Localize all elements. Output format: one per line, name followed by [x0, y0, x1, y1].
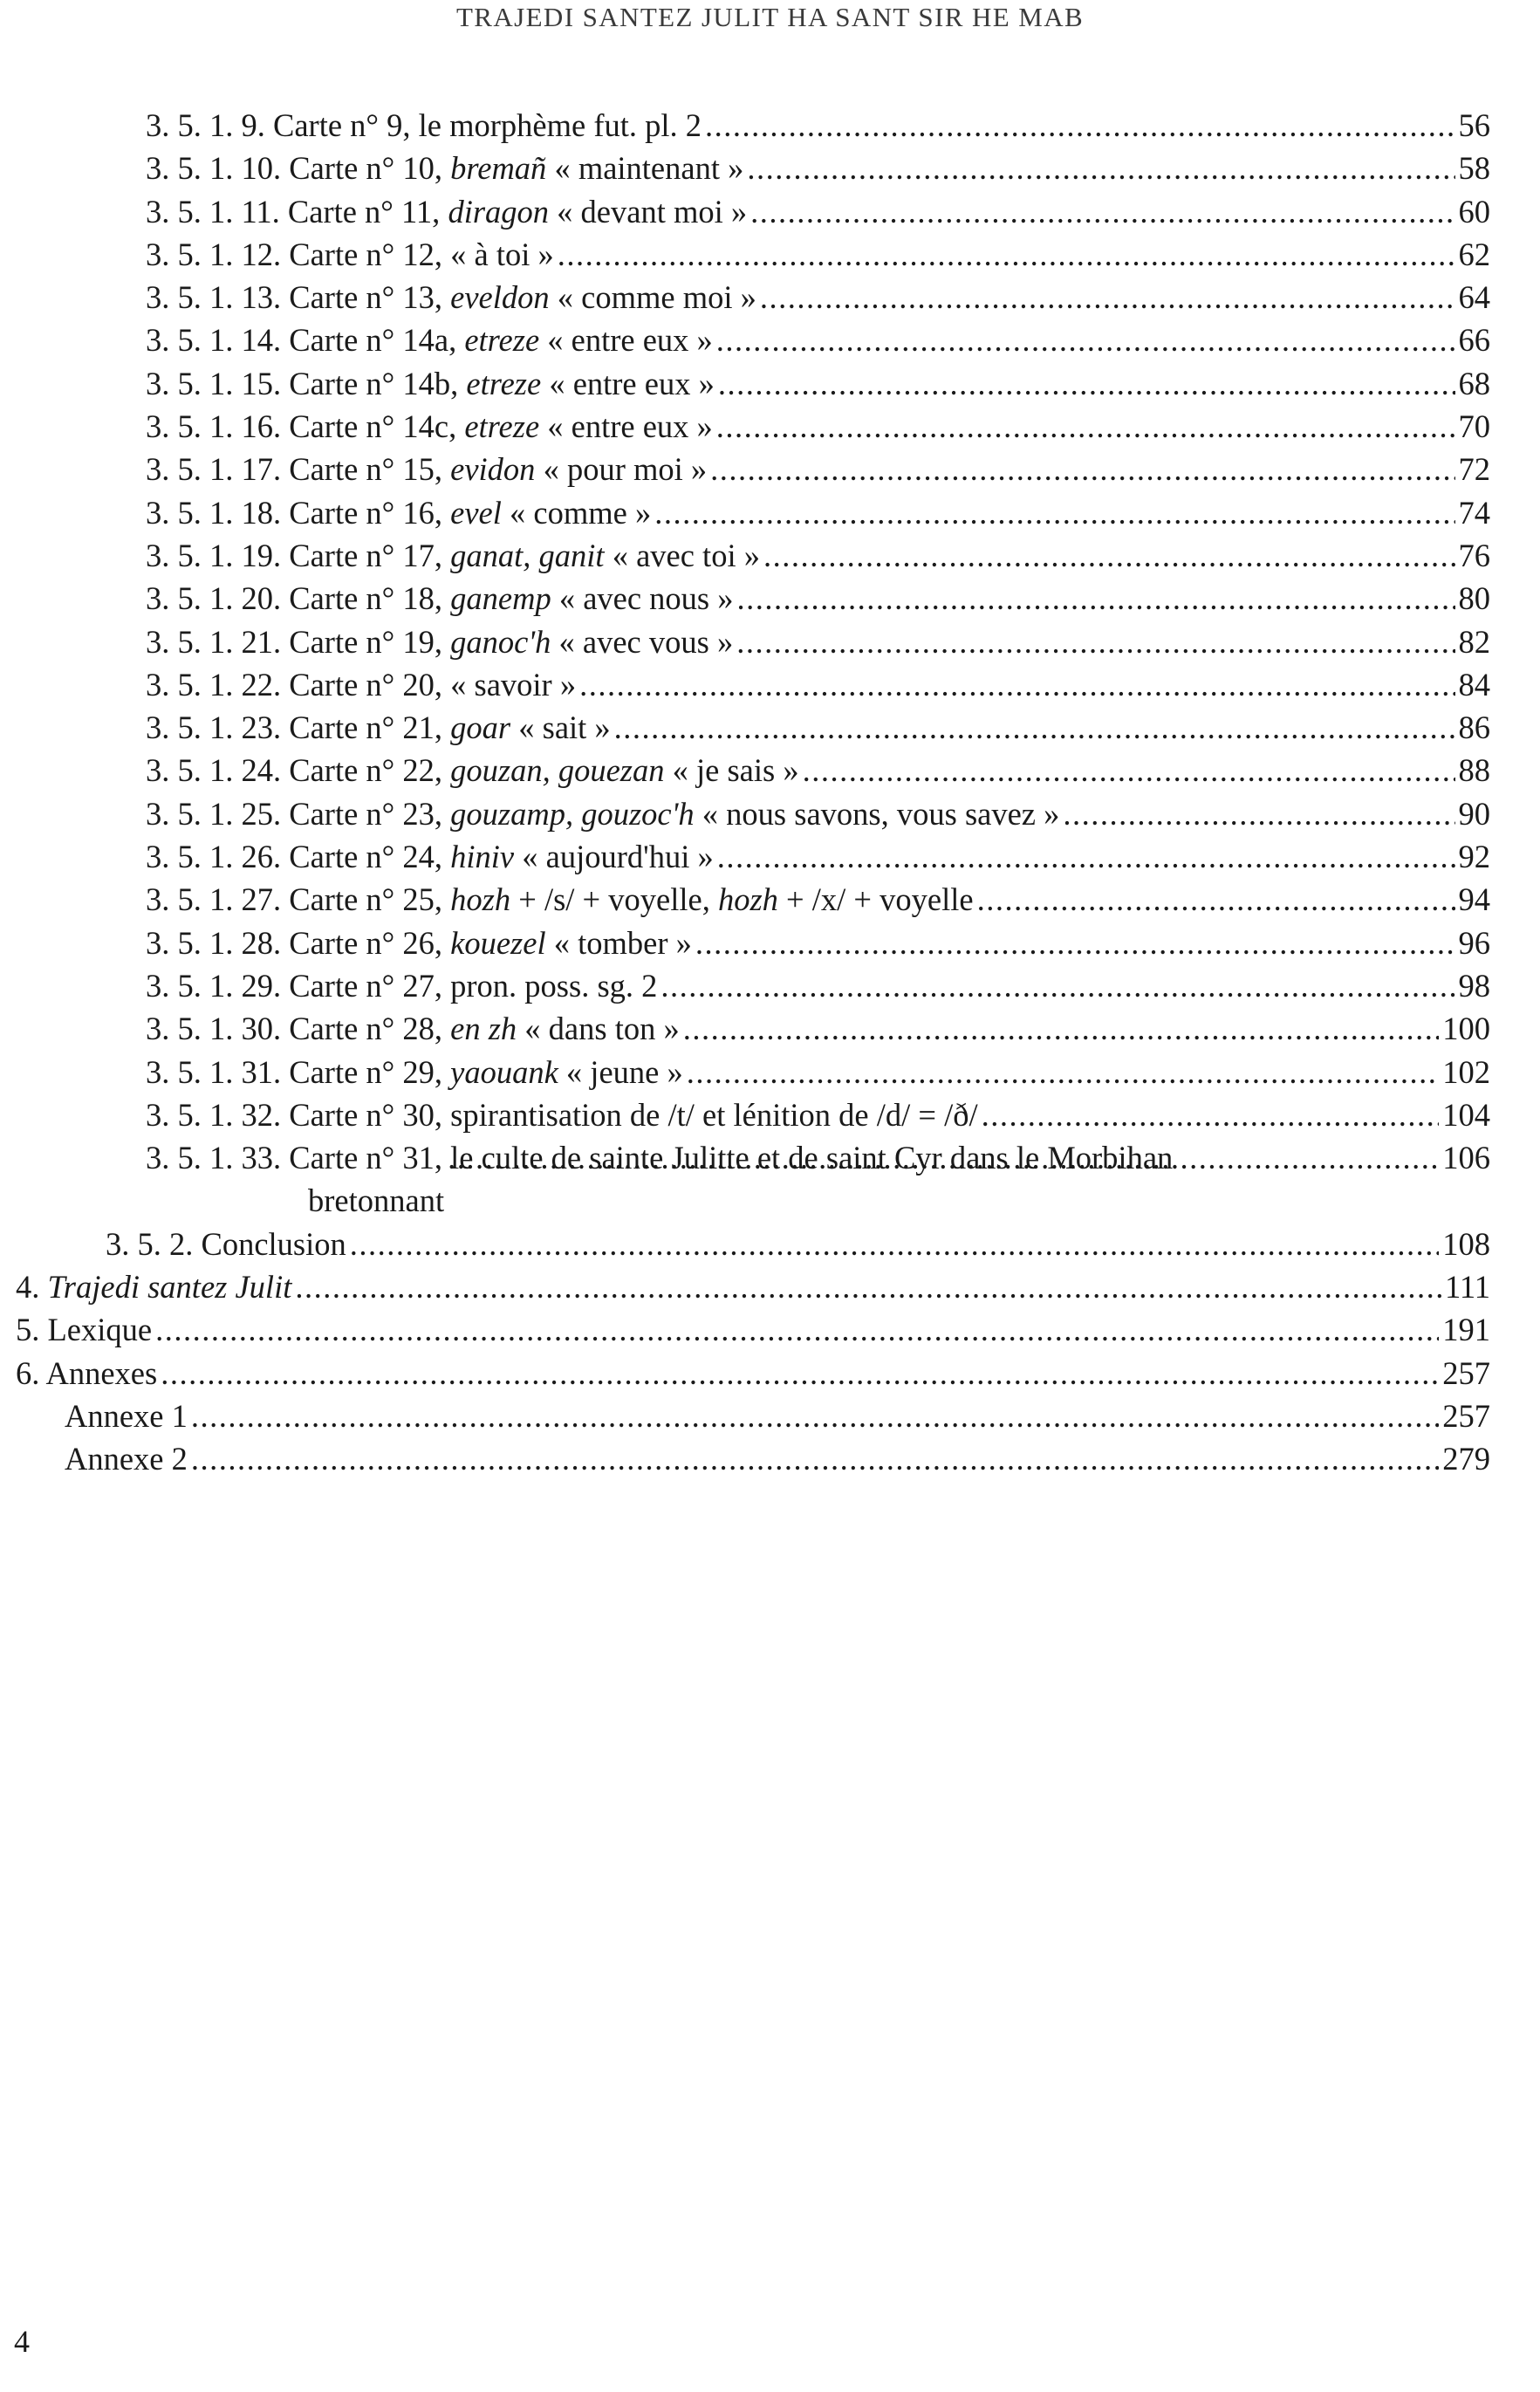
toc-page-ref: 257 [1442, 1354, 1490, 1391]
dot-leader [716, 319, 1455, 361]
toc-entry-title: 6. Annexes [16, 1354, 158, 1391]
toc-entry-title: 3. 5. 1. 24. Carte n° 22, gouzan, gouezan « je sais » [146, 752, 799, 789]
toc-entry[interactable] [0, 405, 1540, 448]
toc-entry-title: 3. 5. 1. 10. Carte n° 10, bremañ « maintenant » [146, 150, 744, 187]
dot-leader [161, 1352, 1439, 1395]
dot-leader [191, 1437, 1439, 1480]
toc-entry-title: 3. 5. 1. 14. Carte n° 14a, etreze « entre eux » [146, 322, 713, 359]
toc-page-ref: 96 [1458, 924, 1490, 961]
toc-page-ref: 66 [1458, 322, 1490, 359]
dot-leader [977, 878, 1455, 921]
toc-entry[interactable] [0, 620, 1540, 663]
toc-page-ref: 74 [1458, 494, 1490, 531]
toc-entry[interactable] [0, 878, 1540, 921]
toc-entry-title: 3. 5. 1. 25. Carte n° 23, gouzamp, gouzoc'h « nous savons, vous savez » [146, 795, 1060, 832]
toc-page-ref: 257 [1442, 1397, 1490, 1434]
toc-entry[interactable] [0, 147, 1540, 189]
toc-page-ref: 92 [1458, 839, 1490, 875]
dot-leader [155, 1308, 1439, 1351]
toc-entry-title: 3. 5. 1. 9. Carte n° 9, le morphème fut. pl. 2 [146, 107, 702, 143]
dot-leader [654, 491, 1454, 534]
toc-entry[interactable] [0, 1051, 1540, 1093]
toc-entry-title: 3. 5. 1. 28. Carte n° 26, kouezel « tomber » [146, 924, 692, 961]
dot-leader [982, 1093, 1440, 1136]
toc-page-ref: 102 [1442, 1053, 1490, 1090]
toc-entry-title: 3. 5. 1. 22. Carte n° 20, « savoir » [146, 666, 577, 703]
toc-entry[interactable] [0, 577, 1540, 620]
toc-page-ref: 62 [1458, 236, 1490, 272]
toc-page-ref: 106 [1442, 1140, 1490, 1176]
toc-page-ref: 90 [1458, 795, 1490, 832]
dot-leader [717, 835, 1455, 878]
dot-leader [695, 922, 1455, 964]
toc-entry-title: 3. 5. 1. 30. Carte n° 28, en zh « dans ton » [146, 1011, 680, 1047]
dot-leader [350, 1223, 1439, 1265]
toc-entry-title: 4. Trajedi santez Julit [16, 1269, 292, 1306]
dot-leader [191, 1395, 1439, 1437]
toc-page-ref: 72 [1458, 451, 1490, 488]
table-of-contents [0, 104, 1540, 1481]
toc-entry[interactable] [0, 1093, 1540, 1136]
toc-page-ref: 70 [1458, 408, 1490, 445]
dot-leader [705, 104, 1454, 147]
toc-entry-title: 3. 5. 1. 26. Carte n° 24, hiniv « aujourd'hui » [146, 839, 714, 875]
toc-page-ref: 58 [1458, 150, 1490, 187]
toc-entry[interactable] [0, 1352, 1540, 1395]
toc-entry[interactable] [0, 104, 1540, 147]
toc-entry-title: 3. 5. 1. 23. Carte n° 21, goar « sait » [146, 709, 611, 746]
dot-leader [718, 362, 1455, 405]
toc-page-ref: 64 [1458, 279, 1490, 316]
toc-entry[interactable] [0, 362, 1540, 405]
dot-leader [716, 405, 1455, 448]
toc-entry[interactable] [0, 319, 1540, 361]
toc-entry-title: 5. Lexique [16, 1312, 153, 1348]
toc-entry[interactable] [0, 922, 1540, 964]
dot-leader [750, 190, 1454, 233]
toc-page-ref: 94 [1458, 881, 1490, 918]
dot-leader [763, 534, 1455, 577]
toc-page-ref: 108 [1442, 1225, 1490, 1262]
dot-leader [295, 1265, 1441, 1308]
toc-entry-title: 3. 5. 1. 11. Carte n° 11, diragon « devant moi » [146, 193, 748, 230]
toc-entry[interactable] [0, 663, 1540, 706]
toc-entry[interactable] [0, 1223, 1540, 1265]
toc-entry[interactable] [0, 1007, 1540, 1050]
toc-entry-title: 3. 5. 1. 18. Carte n° 16, evel « comme » [146, 494, 652, 531]
toc-entry-title: 3. 5. 1. 16. Carte n° 14c, etreze « entre eux » [146, 408, 713, 445]
toc-entry[interactable] [0, 706, 1540, 749]
toc-entry-title: Annexe 2 [65, 1441, 188, 1477]
toc-entry[interactable] [0, 1265, 1540, 1308]
toc-entry[interactable] [0, 1395, 1540, 1437]
dot-leader [710, 448, 1454, 490]
toc-entry[interactable] [0, 233, 1540, 276]
toc-entry[interactable] [0, 1437, 1540, 1480]
toc-entry[interactable] [0, 792, 1540, 835]
dot-leader [737, 577, 1455, 620]
toc-entry[interactable] [0, 491, 1540, 534]
toc-entry-title: 3. 5. 1. 21. Carte n° 19, ganoc'h « avec vous » [146, 623, 734, 660]
toc-entry-title: 3. 5. 1. 27. Carte n° 25, hozh + /s/ + voyelle, hozh + /x/ + voyelle [146, 881, 974, 918]
running-header: TRAJEDI SANTEZ JULIT HA SANT SIR HE MAB [455, 2, 1085, 32]
dot-leader [579, 663, 1454, 706]
dot-leader [736, 620, 1454, 663]
toc-page-ref: 84 [1458, 666, 1490, 703]
toc-page-ref: 82 [1458, 623, 1490, 660]
dot-leader [747, 147, 1454, 189]
toc-entry[interactable] [0, 190, 1540, 233]
toc-entry-title: 3. 5. 1. 31. Carte n° 29, yaouank « jeune » [146, 1053, 683, 1090]
toc-entry-title: 3. 5. 1. 15. Carte n° 14b, etreze « entre eux » [146, 365, 715, 401]
toc-entry[interactable] [0, 964, 1540, 1007]
dot-leader [1063, 792, 1454, 835]
toc-entry-title: 3. 5. 1. 29. Carte n° 27, pron. poss. sg. 2 [146, 967, 658, 1004]
toc-entry[interactable] [0, 1308, 1540, 1351]
toc-page-ref: 100 [1442, 1011, 1490, 1047]
toc-entry[interactable] [0, 534, 1540, 577]
toc-entry[interactable] [0, 749, 1540, 792]
toc-page-ref: 279 [1442, 1441, 1490, 1477]
toc-page-ref: 80 [1458, 580, 1490, 617]
dot-leader [660, 964, 1454, 1007]
toc-entry-title: 3. 5. 1. 32. Carte n° 30, spirantisation de /t/ et lénition de /d/ = /ð/ [146, 1096, 978, 1133]
toc-page-ref: 88 [1458, 752, 1490, 789]
toc-page-ref: 56 [1458, 107, 1490, 143]
toc-page-ref: 86 [1458, 709, 1490, 746]
page-number: 4 [14, 2324, 30, 2359]
toc-page-ref: 98 [1458, 967, 1490, 1004]
toc-entry[interactable] [0, 448, 1540, 490]
toc-page-ref: 68 [1458, 365, 1490, 401]
dot-leader [683, 1007, 1440, 1050]
toc-page-ref: 111 [1444, 1269, 1490, 1306]
toc-page-ref: 191 [1442, 1312, 1490, 1348]
toc-entry-title: Annexe 1 [65, 1397, 188, 1434]
toc-entry-title: 3. 5. 1. 13. Carte n° 13, eveldon « comme moi » [146, 279, 756, 316]
toc-entry-title: 3. 5. 1. 17. Carte n° 15, evidon « pour moi » [146, 451, 708, 488]
dot-leader [558, 233, 1455, 276]
toc-entry-title: 3. 5. 1. 20. Carte n° 18, ganemp « avec nous » [146, 580, 734, 617]
toc-entry-title: 3. 5. 2. Conclusion [106, 1225, 346, 1262]
dot-leader [760, 276, 1455, 319]
toc-entry-first-line: 3. 5. 1. 33. Carte n° 31, le culte de sainte Julitte et de saint Cyr dans le Morbihan [146, 1140, 1174, 1176]
toc-page-ref: 104 [1442, 1096, 1490, 1133]
dot-leader [614, 706, 1455, 749]
toc-page-ref: 60 [1458, 193, 1490, 230]
toc-entry[interactable] [0, 276, 1540, 319]
toc-entry-title: 3. 5. 1. 12. Carte n° 12, « à toi » [146, 236, 554, 272]
toc-entry-title: bretonnant [308, 1182, 445, 1219]
dot-leader [803, 749, 1455, 792]
toc-page-ref: 76 [1458, 537, 1490, 573]
dot-leader [687, 1051, 1440, 1093]
toc-entry[interactable] [0, 835, 1540, 878]
toc-entry-title: 3. 5. 1. 19. Carte n° 17, ganat, ganit « avec toi » [146, 537, 760, 573]
toc-entry[interactable] [0, 1136, 1540, 1223]
